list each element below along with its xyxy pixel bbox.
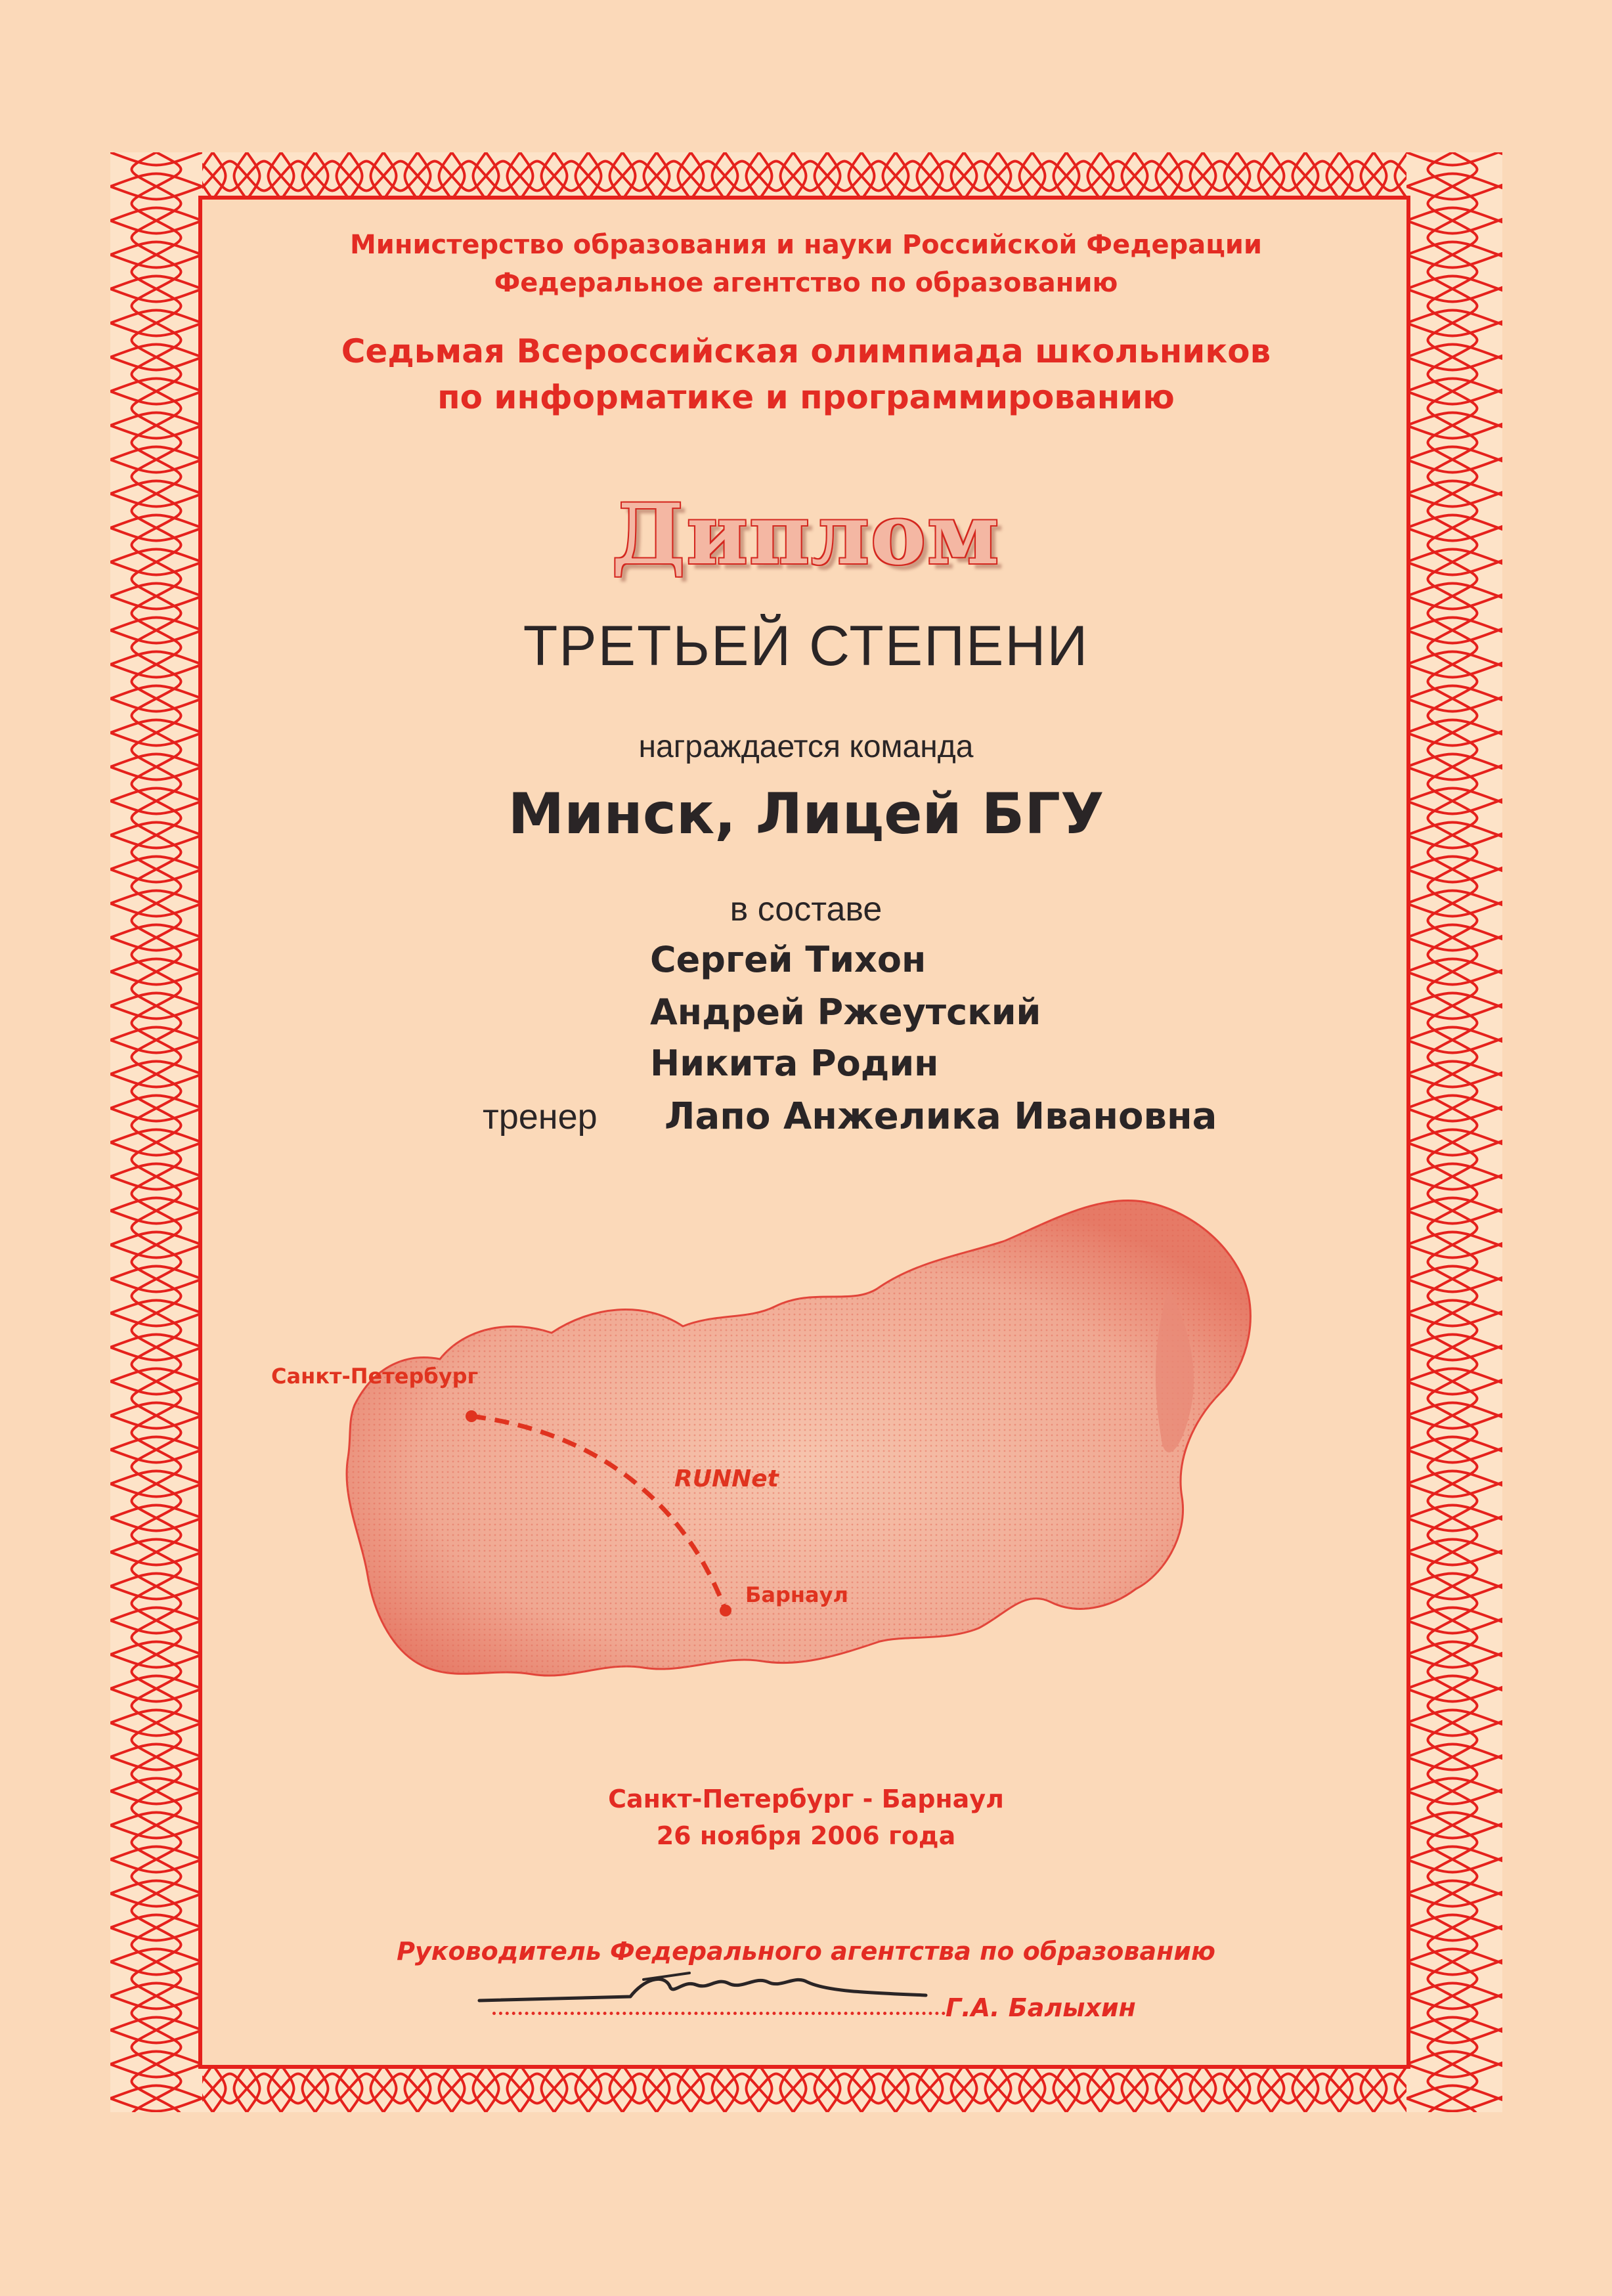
map-label-destination: Барнаул bbox=[745, 1582, 848, 1607]
head-name: Г.А. Балыхин bbox=[946, 1993, 1136, 2022]
team-member: Сергей Тихон bbox=[650, 939, 926, 980]
diploma-degree: ТРЕТЬЕЙ СТЕПЕНИ bbox=[523, 615, 1089, 678]
olympiad-line-1: Седьмая Всероссийская олимпиада школьников bbox=[341, 332, 1271, 370]
olympiad-line-2: по информатике и программированию bbox=[437, 378, 1175, 416]
team-member: Андрей Ржеутский bbox=[650, 991, 1041, 1033]
russia-map bbox=[315, 1156, 1287, 1760]
team-member: Никита Родин bbox=[650, 1043, 939, 1084]
spb-marker bbox=[466, 1410, 477, 1422]
ministry-header bbox=[0, 226, 1612, 302]
trainer-name: Лапо Анжелика Ивановна bbox=[664, 1095, 1217, 1138]
map-label-origin: Санкт-Петербург bbox=[271, 1364, 479, 1389]
map-label-network: RUNNet bbox=[674, 1465, 779, 1492]
composition-label: в составе bbox=[730, 890, 882, 928]
place-and-date bbox=[0, 1781, 1612, 1854]
handwritten-signature bbox=[473, 1960, 932, 2012]
awarded-text: награждается команда bbox=[638, 729, 974, 764]
ministry-name: Министерство образования и науки Российской Федерации bbox=[350, 230, 1262, 260]
event-date: 26 ноября 2006 года bbox=[656, 1821, 956, 1850]
trainer-label: тренер bbox=[483, 1097, 598, 1137]
olympiad-title bbox=[0, 328, 1612, 420]
border-bottom bbox=[110, 2065, 1502, 2112]
barnaul-marker bbox=[720, 1605, 731, 1616]
event-place: Санкт-Петербург - Барнаул bbox=[608, 1785, 1004, 1813]
team-name: Минск, Лицей БГУ bbox=[508, 781, 1104, 847]
border-top bbox=[110, 152, 1502, 200]
agency-name: Федеральное агентство по образованию bbox=[494, 268, 1118, 298]
head-title: Руководитель Федерального агентства по образованию bbox=[397, 1937, 1215, 1966]
diploma-title: Диплом bbox=[611, 486, 1001, 583]
